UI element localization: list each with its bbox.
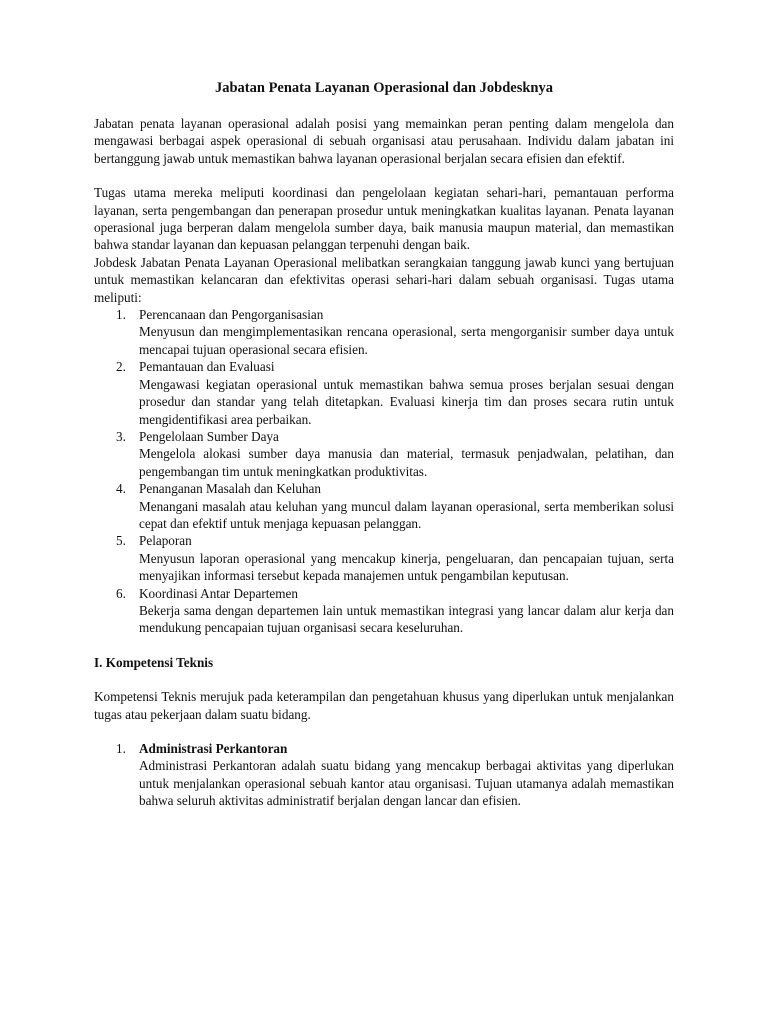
jobdesk-paragraph: Jobdesk Jabatan Penata Layanan Operasional melibatkan serangkaian tanggung jawab kunci yang bertujuan untuk memastikan kelancaran dan efektivitas operasi sehari-hari dalam sebuah organisasi. Tugas utama meliputi: <box>94 254 674 305</box>
list-item <box>94 428 674 480</box>
list-item-title: Koordinasi Antar Departemen <box>139 585 298 601</box>
list-number: 1. <box>116 741 126 756</box>
list-number: 5. <box>116 533 126 549</box>
list-number: 4. <box>116 481 126 497</box>
list-item-desc: Menyusun laporan operasional yang mencakup kinerja, pengeluaran, dan pencapaian tujuan, serta menyajikan informasi tersebut kepada manajemen untuk pengambilan keputusan. <box>139 550 674 584</box>
duties-paragraph: Tugas utama mereka meliputi koordinasi dan pengelolaan kegiatan sehari-hari, pemantauan performa layanan, serta pengembangan dan penerapan prosedur untuk meningkatkan kualitas layanan. Penata layanan operasional juga berperan dalam mengelola sumber daya, baik manusia maupun material, dan memastikan bahwa standar layanan dan kepuasan pelanggan terpenuhi dengan baik. <box>94 185 674 253</box>
list-number: 6. <box>116 585 126 601</box>
list-item <box>94 532 674 584</box>
list-item-title: Perencanaan dan Pengorganisasian <box>139 307 324 323</box>
intro-paragraph: Jabatan penata layanan operasional adalah posisi yang memainkan peran penting dalam mengelola dan mengawasi berbagai aspek operasional di sebuah organisasi atau perusahaan. Individu dalam jabatan ini bertanggung jawab untuk memastikan bahwa layanan operasional berjalan secara efisien dan efektif. <box>94 116 674 166</box>
list-item <box>94 306 674 358</box>
list-item <box>94 585 674 637</box>
list-item-desc: Menyusun dan mengimplementasikan rencana operasional, serta mengorganisir sumber daya untuk mencapai tujuan operasional secara efisien. <box>139 324 674 357</box>
list-item-desc: Mengawasi kegiatan operasional untuk memastikan bahwa semua proses berjalan sesuai dengan prosedur dan standar yang telah ditetapkan. Evaluasi kinerja tim dan proses secara rutin untuk mengidentifikasi area perbaikan. <box>139 376 674 427</box>
list-item-desc: Menangani masalah atau keluhan yang muncul dalam layanan operasional, serta memberikan solusi cepat dan efektif untuk menjaga kepuasan pelanggan. <box>139 498 674 531</box>
list-item-desc: Bekerja sama dengan departemen lain untuk memastikan integrasi yang lancar dalam alur kerja dan mendukung pencapaian tujuan organisasi secara keseluruhan. <box>139 602 674 636</box>
task-list <box>94 306 674 637</box>
list-item-desc: Administrasi Perkantoran adalah suatu bidang yang mencakup berbagai aktivitas yang diperlukan untuk menjalankan operasional sebuah kantor atau organisasi. Tujuan utamanya adalah memastikan bahwa seluruh aktivitas administratif berjalan dengan lancar dan efisien. <box>139 758 674 809</box>
list-item-title: Pemantauan dan Evaluasi <box>139 359 275 375</box>
list-number: 2. <box>116 359 126 375</box>
list-item <box>94 358 674 428</box>
list-item-title: Administrasi Perkantoran <box>139 741 288 756</box>
list-number: 3. <box>116 428 126 444</box>
section-heading: I. Kompetensi Teknis <box>94 654 214 670</box>
document-title: Jabatan Penata Layanan Operasional dan Jobdesknya <box>214 80 553 96</box>
list-item-desc: Mengelola alokasi sumber daya manusia dan material, termasuk penjadwalan, pelatihan, dan pengembangan tim untuk meningkatkan produktivitas. <box>139 446 674 479</box>
list-item-title: Pelaporan <box>139 533 192 549</box>
competency-list <box>94 740 674 810</box>
list-item <box>94 480 674 532</box>
section-intro-paragraph: Kompetensi Teknis merujuk pada keterampilan dan pengetahuan khusus yang diperlukan untuk menjalankan tugas atau pekerjaan dalam suatu bidang. <box>94 689 674 722</box>
list-number: 1. <box>116 307 126 323</box>
list-item-title: Penanganan Masalah dan Keluhan <box>139 481 321 497</box>
list-item <box>94 740 674 810</box>
list-item-title: Pengelolaan Sumber Daya <box>139 428 279 444</box>
